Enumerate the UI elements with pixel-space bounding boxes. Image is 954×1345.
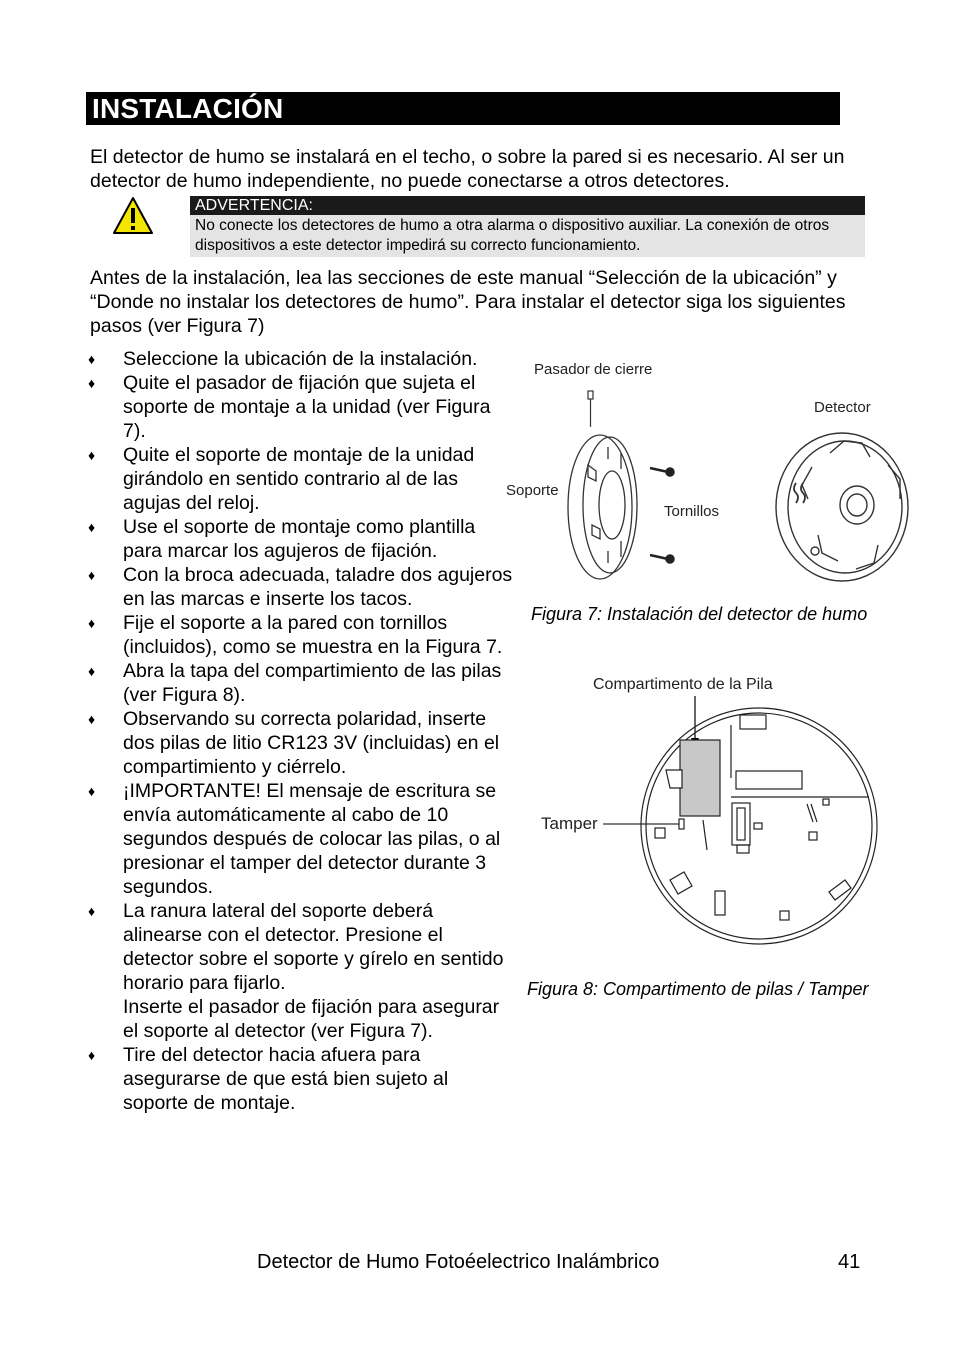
warning-heading: ADVERTENCIA: bbox=[190, 196, 865, 215]
screw-icon bbox=[650, 468, 674, 476]
figure-8-caption: Figura 8: Compartimento de pilas / Tamper bbox=[527, 979, 869, 999]
bullet-icon: ♦ bbox=[88, 1047, 96, 1063]
label-tamper: Tamper bbox=[541, 814, 598, 833]
list-item: ♦ Use el soporte de montaje como plantilla para marcar los agujeros de fijación. bbox=[88, 516, 476, 562]
bullet-icon: ♦ bbox=[88, 903, 96, 919]
warning-text-box bbox=[190, 215, 865, 257]
figure-7-illustration bbox=[500, 355, 920, 595]
list-item: ♦ La ranura lateral del soporte deberá alinearse con el detector. Presione el detector sobre el soporte y gírelo en sentido horario para fijarlo. Inserte el pasador de fijación para asegurar el soporte al detector (ver Figura 7). bbox=[86, 899, 516, 1043]
mounting-bracket-icon bbox=[568, 435, 637, 579]
list-item: ♦ Tire del detector hacia afuera para asegurarse de que está bien sujeto al soporte de montaje. bbox=[88, 1044, 449, 1114]
label-detector: Detector bbox=[814, 399, 871, 416]
bullet-icon: ♦ bbox=[88, 351, 96, 367]
label-tornillos: Tornillos bbox=[664, 503, 720, 520]
list-item: ♦ ¡IMPORTANTE! El mensaje de escritura se envía automáticamente al cabo de 10 segundos después de colocar las pilas, o al presionar el tamper del detector durante 3 segundos. bbox=[88, 780, 501, 898]
smoke-detector-icon bbox=[776, 433, 908, 581]
pre-install-paragraph: Antes de la instalación, lea las secciones de este manual “Selección de la ubicación” y “Donde no instalar los detectores de humo”. Para instalar el detector siga los siguientes pasos (ver Figura 7) bbox=[90, 267, 846, 337]
list-item: ♦ Observando su correcta polaridad, inserte dos pilas de litio CR123 3V (incluidas) en el compartimiento y ciérrelo. bbox=[88, 708, 500, 778]
bullet-icon: ♦ bbox=[88, 519, 96, 535]
bullet-icon: ♦ bbox=[88, 615, 96, 631]
page-title: INSTALACIÓN bbox=[92, 93, 284, 124]
figure-7-caption: Figura 7: Instalación del detector de humo bbox=[531, 604, 868, 624]
intro-paragraph: El detector de humo se instalará en el techo, o sobre la pared si es necesario. Al ser un detector de humo independiente, no puede conectarse a otros detectores. bbox=[90, 146, 845, 192]
list-item: ♦ Abra la tapa del compartimiento de las pilas (ver Figura 8). bbox=[88, 660, 502, 706]
bullet-icon: ♦ bbox=[88, 711, 96, 727]
screw-icon bbox=[650, 555, 674, 563]
figure-8-illustration bbox=[535, 670, 885, 960]
label-compartimento: Compartimento de la Pila bbox=[593, 676, 773, 693]
footer-title: Detector de Humo Fotoéelectrico Inalámbrico bbox=[257, 1251, 660, 1273]
bullet-icon: ♦ bbox=[88, 783, 96, 799]
bullet-icon: ♦ bbox=[88, 663, 96, 679]
list-item: ♦ Quite el soporte de montaje de la unidad girándolo en sentido contrario al de las agujas del reloj. bbox=[88, 444, 475, 514]
label-pasador: Pasador de cierre bbox=[534, 361, 653, 378]
locking-pin-icon bbox=[588, 391, 593, 427]
list-item: ♦ Con la broca adecuada, taladre dos agujeros en las marcas e inserte los tacos. bbox=[88, 564, 513, 610]
warning-text: No conecte los detectores de humo a otra alarma o dispositivo auxiliar. La conexión de otros dispositivos a este detector impedirá su correcto funcionamiento. bbox=[195, 217, 830, 254]
warning-triangle-icon bbox=[112, 196, 154, 236]
bullet-icon: ♦ bbox=[88, 447, 96, 463]
installation-steps bbox=[86, 347, 516, 1115]
tamper-switch bbox=[679, 819, 684, 829]
battery-compartment bbox=[680, 740, 720, 816]
list-item: ♦ Seleccione la ubicación de la instalación. bbox=[88, 348, 478, 370]
list-item-continuation: Inserte el pasador de fijación para asegurar el soporte al detector (ver Figura 7). bbox=[123, 996, 500, 1042]
section-title-bar bbox=[86, 92, 840, 125]
battery-compartment-diagram bbox=[641, 708, 877, 944]
label-soporte: Soporte bbox=[506, 482, 559, 499]
page-number: 41 bbox=[838, 1251, 861, 1273]
bullet-icon: ♦ bbox=[88, 567, 96, 583]
bullet-icon: ♦ bbox=[88, 375, 96, 391]
list-item: ♦ Quite el pasador de fijación que sujeta el soporte de montaje a la unidad (ver Figura 7). bbox=[88, 372, 491, 442]
list-item: ♦ Fije el soporte a la pared con tornillos (incluidos), como se muestra en la Figura 7. bbox=[88, 612, 503, 658]
